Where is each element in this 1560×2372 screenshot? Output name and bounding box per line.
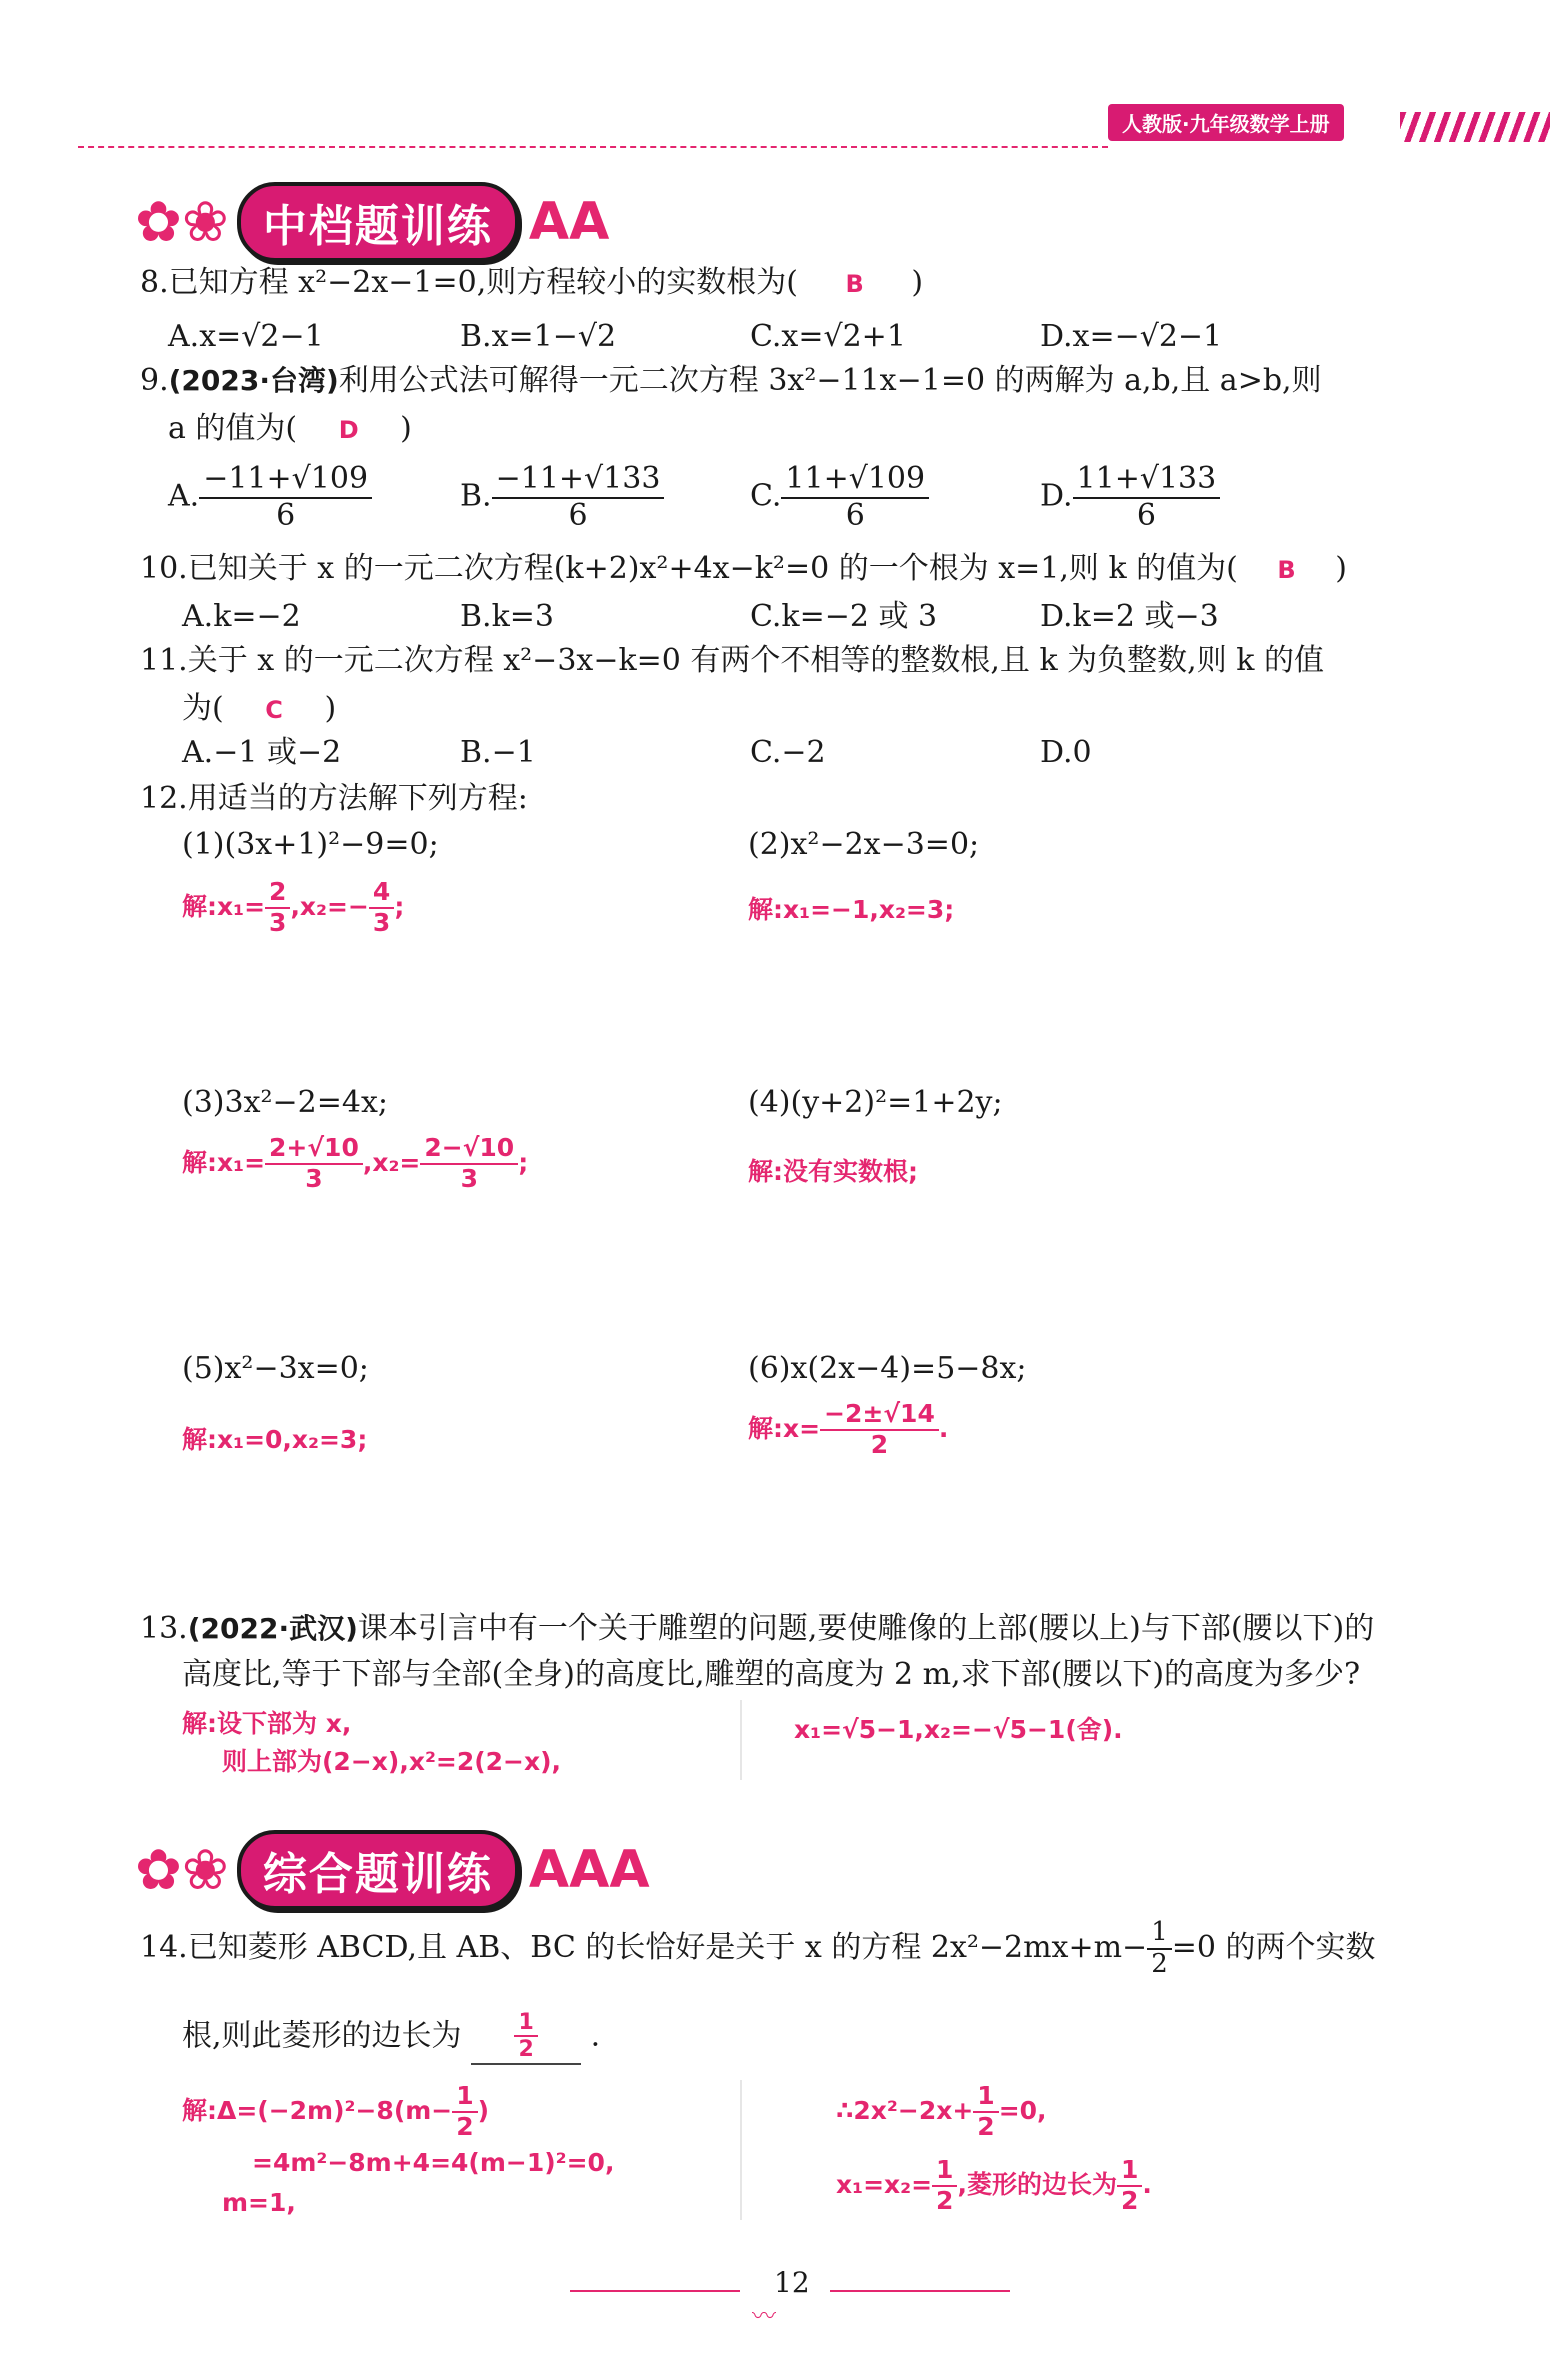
q13-solution-left-1: 解:设下部为 x, (182, 1709, 352, 1738)
book-title-tag: 人教版·九年级数学上册 (1108, 104, 1344, 141)
answer-choice: D (338, 416, 359, 444)
footer-line-left (570, 2290, 740, 2292)
answer-choice: B (1277, 556, 1296, 584)
source-tag: (2022·武汉) (187, 1612, 358, 1645)
q10-option-a: A.k=−2 (182, 599, 301, 634)
section-level: AAA (528, 1840, 650, 1900)
q12-solution-2: 解:x₁=−1,x₂=3; (748, 895, 955, 924)
question-9-line2: a 的值为( D ) (168, 411, 412, 446)
q9-option-d: D. $\frac{11+√133}{6}$ (1040, 462, 1220, 533)
answer-choice: C (265, 696, 283, 724)
question-8: 8.已知方程 x²−2x−1=0,则方程较小的实数根为( B ) (140, 265, 924, 300)
q14-solution-left-2: =4m²−8m+4=4(m−1)²=0, (252, 2148, 615, 2177)
q12-part-2: (2)x²−2x−3=0; (748, 827, 980, 862)
question-11-line2: 为( C ) (182, 691, 337, 726)
answer-blank: $\frac{1}{2}$ (471, 2010, 581, 2065)
q8-option-b: B.x=1−√2 (460, 319, 617, 354)
q12-part-1: (1)(3x+1)²−9=0; (182, 827, 439, 862)
source-tag: (2023·台湾) (168, 364, 339, 397)
section-title: 综合题训练 (237, 1830, 519, 1910)
page-number: 12 (774, 2266, 810, 2299)
section-banner-comprehensive (135, 1830, 650, 1910)
q12-part-4: (4)(y+2)²=1+2y; (748, 1085, 1003, 1120)
section-level: AA (528, 192, 610, 252)
q12-solution-1: 解:x₁= $\frac{2}{3}$ ,x₂=− $\frac{4}{3}$ ; (182, 877, 405, 937)
q9-option-c: C. $\frac{11+√109}{6}$ (750, 462, 929, 533)
flower-icon: ✿❀ (135, 1837, 229, 1903)
q8-option-c: C.x=√2+1 (750, 319, 906, 354)
q12-solution-6: 解:x= $\frac{-2\pm√14}{2}$ . (748, 1399, 949, 1459)
question-10: 10.已知关于 x 的一元二次方程(k+2)x²+4x−k²=0 的一个根为 x=1,则 k 的值为( B ) (140, 551, 1347, 586)
q10-option-b: B.k=3 (460, 599, 554, 634)
q12-solution-5: 解:x₁=0,x₂=3; (182, 1425, 368, 1454)
q10-option-d: D.k=2 或−3 (1040, 599, 1219, 634)
q8-option-a: A.x=√2−1 (168, 319, 324, 354)
footer-line-right (830, 2290, 1010, 2292)
q14-solution-right-1: ∴2x²−2x+ $\frac{1}{2}$ =0, (836, 2081, 1047, 2141)
q12-part-3: (3)3x²−2=4x; (182, 1085, 389, 1120)
answer-choice: B (845, 270, 864, 298)
q12-part-6: (6)x(2x−4)=5−8x; (748, 1351, 1027, 1386)
footer-ornament-icon: 〰 (752, 2302, 776, 2330)
question-13-line2: 高度比,等于下部与全部(全身)的高度比,雕塑的高度为 2 m,求下部(腰以下)的高度为多少? (182, 1657, 1361, 1692)
q9-option-a: A. $\frac{-11+√109}{6}$ (168, 462, 372, 533)
q13-solution-right: x₁=√5−1,x₂=−√5−1(舍). (794, 1715, 1123, 1744)
q11-option-d: D.0 (1040, 735, 1092, 770)
section-banner-mid (135, 182, 609, 262)
q13-solution-left-2: 则上部为(2−x),x²=2(2−x), (222, 1747, 562, 1776)
flower-icon: ✿❀ (135, 189, 229, 255)
question-11: 11.关于 x 的一元二次方程 x²−3x−k=0 有两个不相等的整数根,且 k 为负整数,则 k 的值 (140, 643, 1324, 678)
q14-solution-right-2: x₁=x₂= $\frac{1}{2}$ ,菱形的边长为 $\frac{1}{2}$ . (836, 2155, 1152, 2215)
q14-solution-left-1: 解:Δ=(−2m)²−8(m− $\frac{1}{2}$ ) (182, 2081, 490, 2141)
q14-solution-left-3: m=1, (222, 2188, 296, 2217)
question-13: 13.(2022·武汉)课本引言中有一个关于雕塑的问题,要使雕像的上部(腰以上)与下部(腰以下)的 (140, 1611, 1375, 1646)
q11-option-b: B.−1 (460, 735, 536, 770)
q11-option-c: C.−2 (750, 735, 826, 770)
section-title: 中档题训练 (237, 182, 519, 262)
header-rule (78, 146, 1108, 148)
q8-option-d: D.x=−√2−1 (1040, 319, 1223, 354)
q13-divider (740, 1700, 742, 1780)
q12-solution-4: 解:没有实数根; (748, 1157, 918, 1186)
question-14: 14.已知菱形 ABCD,且 AB、BC 的长恰好是关于 x 的方程 2x²−2mx+m− $\frac{1}{2}$ =0 的两个实数 (140, 1917, 1376, 1979)
q12-solution-3: 解:x₁= $\frac{2+√10}{3}$ ,x₂= $\frac{2-√10}{3}$ ; (182, 1133, 529, 1193)
q11-option-a: A.−1 或−2 (182, 735, 342, 770)
question-14-line2: 根,则此菱形的边长为 $\frac{1}{2}$ . (182, 2010, 600, 2065)
q10-option-c: C.k=−2 或 3 (750, 599, 938, 634)
question-9: 9.(2023·台湾)利用公式法可解得一元二次方程 3x²−11x−1=0 的两解为 a,b,且 a>b,则 (140, 363, 1322, 398)
question-12: 12.用适当的方法解下列方程: (140, 781, 528, 816)
q14-divider (740, 2080, 742, 2220)
q9-option-b: B. $\frac{-11+√133}{6}$ (460, 462, 664, 533)
header-stripes (1400, 112, 1550, 142)
q12-part-5: (5)x²−3x=0; (182, 1351, 369, 1386)
